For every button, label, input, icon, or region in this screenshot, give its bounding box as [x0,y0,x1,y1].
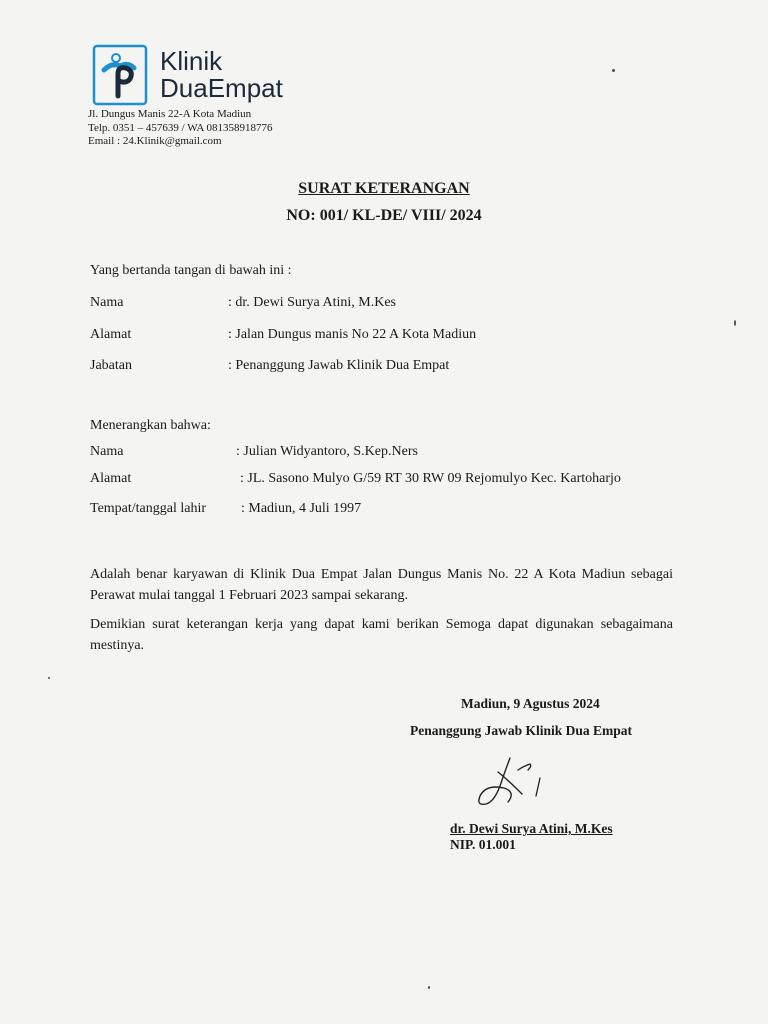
signer-address-label: Alamat [90,327,132,342]
signer-position-label: Jabatan [90,358,132,373]
brand-line-1: Klinik [160,46,223,76]
scan-speck [48,677,50,679]
clinic-logo-icon [92,44,148,106]
letterhead-contact [88,108,273,149]
closing-paragraph: Demikian surat keterangan kerja yang dapat kami berikan Semoga dapat digunakan sebagaimana mestinya. [90,617,673,653]
signer-name-label: Nama [90,295,124,310]
scan-speck [428,986,430,989]
subject-address-value: : JL. Sasono Mulyo G/59 RT 30 RW 09 Rejomulyo Kec. Kartoharjo [240,471,621,486]
signer-intro: Yang bertanda tangan di bawah ini : [90,263,292,278]
signer-nip: NIP. 01.001 [450,837,516,852]
signer-position-value: : Penanggung Jawab Klinik Dua Empat [228,358,450,373]
signer-address-value: : Jalan Dungus manis No 22 A Kota Madiun [228,327,477,342]
signer-name-closing: dr. Dewi Surya Atini, M.Kes [450,821,613,836]
scan-speck [734,320,736,326]
document-number: NO: 001/ KL-DE/ VIII/ 2024 [286,207,482,224]
subject-name-value: : Julian Widyantoro, S.Kep.Ners [236,444,418,459]
scan-speck [612,69,615,72]
subject-address-label: Alamat [90,471,132,486]
clinic-address: Jl. Dungus Manis 22-A Kota Madiun [88,108,252,120]
clinic-brand [160,48,283,102]
subject-intro: Menerangkan bahwa: [90,418,211,433]
brand-line-2: DuaEmpat [160,73,283,103]
document-title: SURAT KETERANGAN [298,180,470,197]
statement-paragraph: Adalah benar karyawan di Klinik Dua Empat Jalan Dungus Manis No. 22 A Kota Madiun sebagai Perawat mulai tanggal 1 Februari 2023 sampai sekarang. [90,567,673,603]
clinic-email: Email : 24.Klinik@gmail.com [88,135,222,147]
place-date: Madiun, 9 Agustus 2024 [461,696,600,711]
clinic-phone: Telp. 0351 – 457639 / WA 081358918776 [88,121,273,134]
subject-birth-label: Tempat/tanggal lahir [90,501,207,516]
subject-name-label: Nama [90,444,124,459]
subject-birth-value: : Madiun, 4 Juli 1997 [241,501,362,516]
signer-position-closing: Penanggung Jawab Klinik Dua Empat [410,723,633,738]
handwritten-signature-icon [470,752,560,818]
signer-name-value: : dr. Dewi Surya Atini, M.Kes [228,295,396,310]
